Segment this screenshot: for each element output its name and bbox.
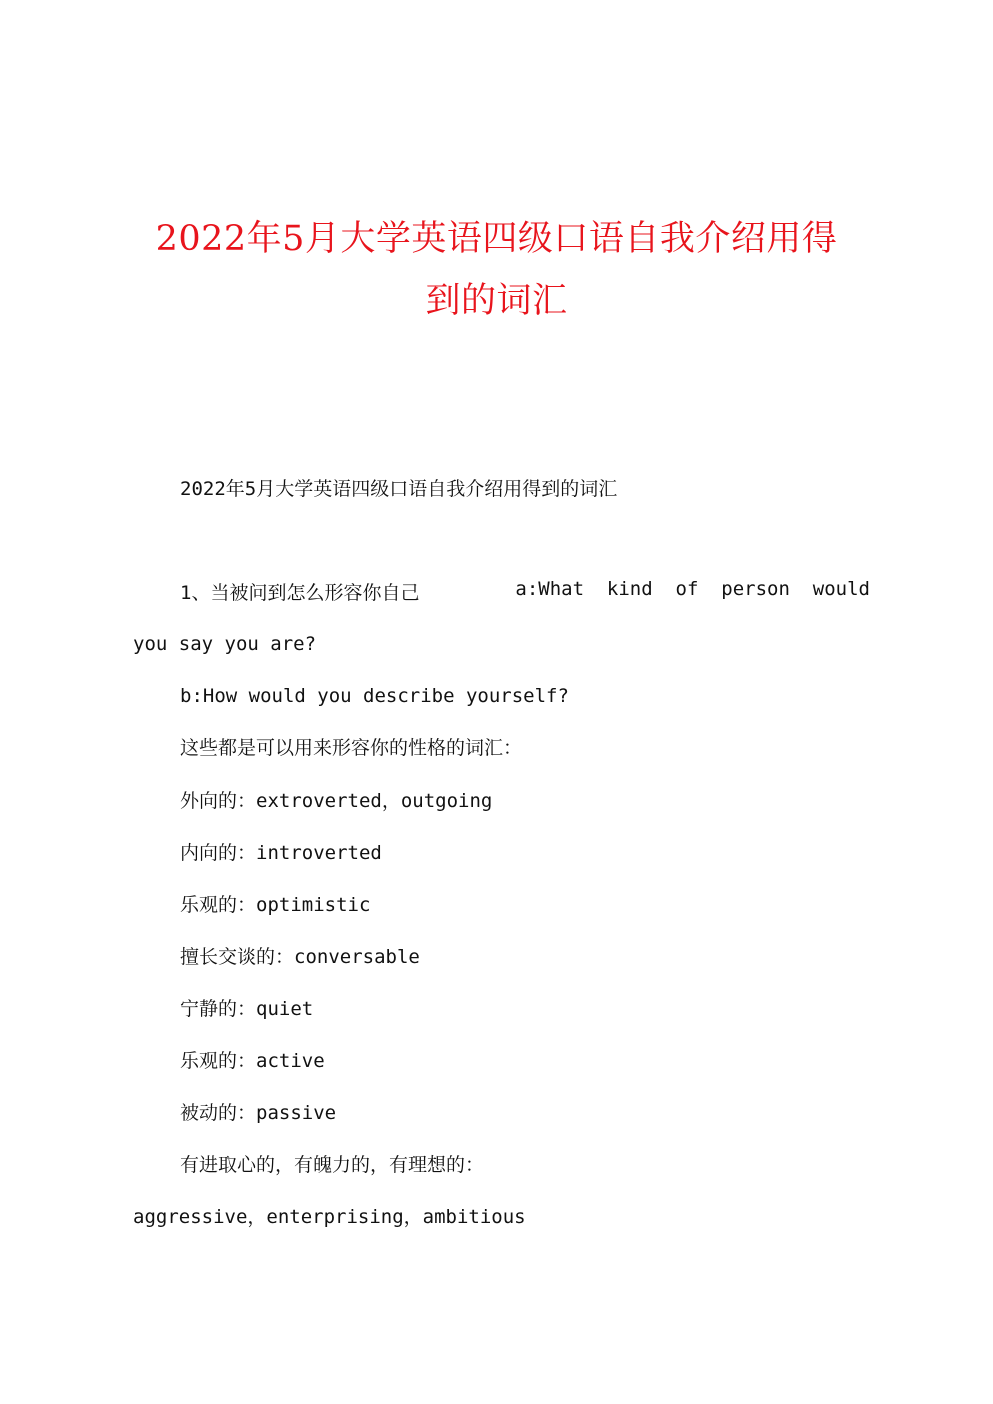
vocab-item: 擅长交谈的：conversable	[180, 946, 420, 968]
question-1-continued: you say you are?	[133, 633, 317, 655]
title-line-1: 2022年5月大学英语四级口语自我介绍用得	[155, 219, 838, 259]
vocab-intro: 这些都是可以用来形容你的性格的词汇：	[180, 737, 523, 759]
question-1	[180, 578, 870, 605]
vocab-item: 外向的：extroverted，outgoing	[180, 790, 493, 812]
question-1-english-a: a:What kind of person would	[515, 578, 870, 600]
title-line-2: 到的词汇	[425, 281, 568, 321]
vocab-item: 乐观的：active	[180, 1050, 325, 1072]
question-1-chinese: 1、当被问到怎么形容你自己	[180, 582, 420, 604]
vocab-item: 内向的：introverted	[180, 842, 382, 864]
vocab-item: 有进取心的，有魄力的，有理想的：	[180, 1154, 485, 1176]
vocab-item: 宁静的：quiet	[180, 998, 314, 1020]
subtitle: 2022年5月大学英语四级口语自我介绍用得到的词汇	[180, 478, 618, 500]
question-1-english-b: b:How would you describe yourself?	[180, 685, 569, 707]
document-title	[100, 208, 893, 332]
vocab-item: 被动的：passive	[180, 1102, 337, 1124]
vocab-item-continued: aggressive，enterprising，ambitious	[133, 1206, 526, 1228]
vocab-item: 乐观的：optimistic	[180, 894, 371, 916]
